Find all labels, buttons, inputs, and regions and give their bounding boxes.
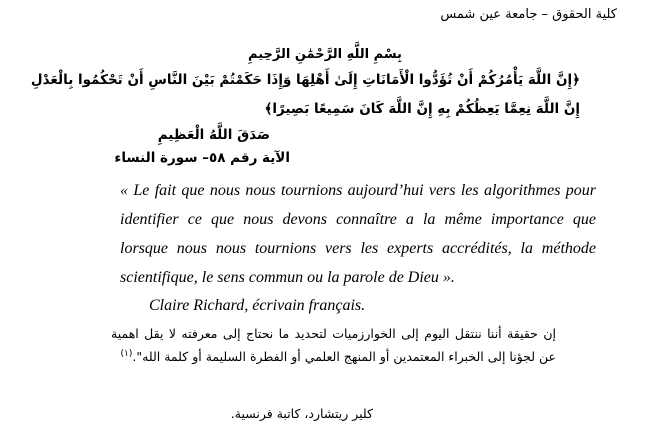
arabic-epigraph-author: كلير ريتشارد، كاتبة فرنسية. xyxy=(230,406,373,421)
quran-verse-line-2: إِنَّ اللَّهَ نِعِمَّا يَعِظُكُمْ بِهِ إِنَّ اللَّهَ كَانَ سَمِيعًا بَصِيرًا﴾ xyxy=(264,101,580,117)
quran-verse-line-1: ﴿إِنَّ اللَّهَ يَأْمُرُكُمْ أَنْ تُؤَدُّوا الْأَمَانَاتِ إِلَىٰ أَهْلِهَا وَإِذَا حَكَمْتُمْ بَيْنَ النَّاسِ أَنْ تَحْكُمُوا بِالْعَدْلِ xyxy=(30,72,580,88)
footnote-marker: (١) xyxy=(120,348,133,359)
arabic-epigraph-quote xyxy=(111,322,556,368)
french-epigraph-author: Claire Richard, écrivain français. xyxy=(149,297,366,314)
institution-header: كلية الحقوق – جامعة عين شمس xyxy=(440,7,617,22)
basmala: بِسْمِ اللَّهِ الرَّحْمَٰنِ الرَّحِيمِ xyxy=(248,47,402,62)
arabic-quote-text: إن حقيقة أننا ننتقل اليوم إلى الخوارزميات لتحديد ما نحتاج إلى معرفته لا يقل اهمية عن لجؤنا إلى الخبراء المعتمدين أو المنهج العلمي أو الفطرة السليمة أو كلمة الله". xyxy=(111,326,556,364)
french-epigraph-quote: « Le fait que nous nous tournions aujourd’hui vers les algorithmes pour identifier ce que nous devons connaître a la même importance que lorsque nous nous tournions vers les experts accrédités, la méthode scientifique, le sens commun ou la parole de Dieu ». xyxy=(120,182,596,286)
sadaq-allah: صَدَقَ اللَّهُ الْعَظِيمِ xyxy=(157,127,270,143)
ayah-reference: الآية رقم ٥٨– سورة النساء xyxy=(114,150,290,166)
